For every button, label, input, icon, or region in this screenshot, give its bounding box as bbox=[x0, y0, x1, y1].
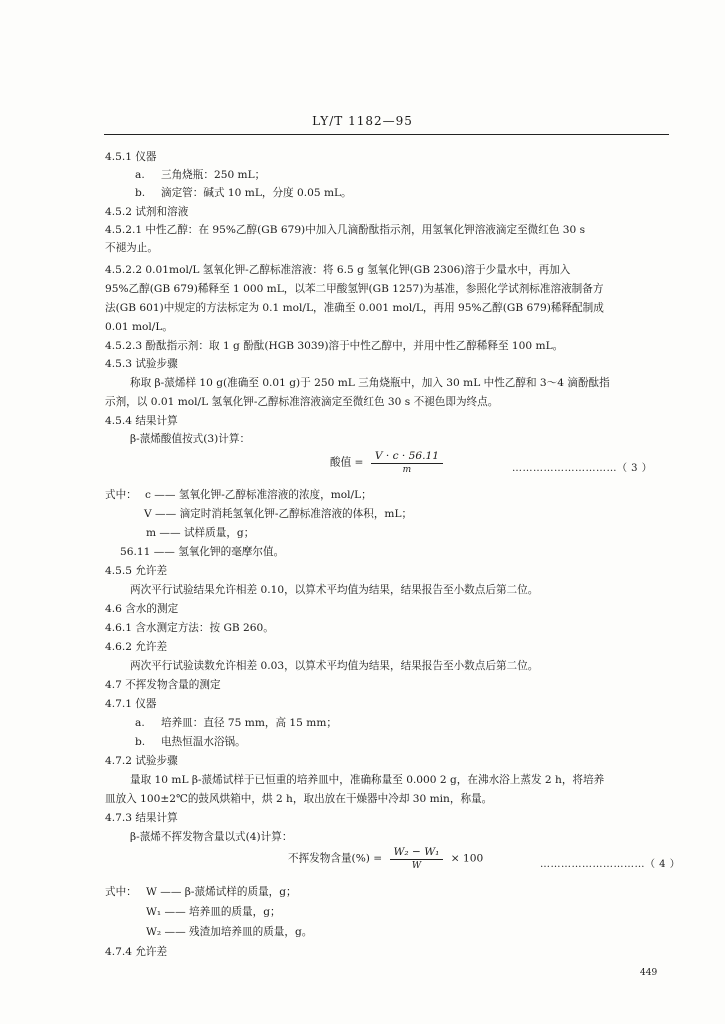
list-marker: a. bbox=[135, 169, 145, 181]
section-4-7-4-heading: 4.7.4 允许差 bbox=[105, 946, 168, 958]
paragraph-line: 4.6.1 含水测定方法：按 GB 260。 bbox=[105, 622, 274, 634]
section-4-5-1-heading: 4.5.1 仪器 bbox=[105, 151, 157, 163]
paragraph-line: β-蒎烯不挥发物含量以式(4)计算： bbox=[130, 831, 293, 843]
paragraph-line: 称取 β-蒎烯样 10 g(准确至 0.01 g)于 250 mL 三角烧瓶中，加入 30 mL 中性乙醇和 3～4 滴酚酞指 bbox=[130, 377, 610, 389]
paragraph-line: 皿放入 100±2℃的鼓风烘箱中，烘 2 h，取出放在干燥器中冷却 30 min，称量。 bbox=[105, 793, 493, 805]
list-marker: b. bbox=[135, 187, 146, 199]
equation-lhs: 不挥发物含量(%) = bbox=[288, 852, 383, 865]
paragraph-line: 0.01 mol/L。 bbox=[105, 321, 173, 333]
variable-definition: c —— 氢氧化钾-乙醇标准溶液的浓度，mol/L； bbox=[145, 489, 372, 501]
list-marker: b. bbox=[135, 736, 146, 748]
paragraph-line: 不褪为止。 bbox=[105, 242, 158, 254]
list-marker: a. bbox=[135, 717, 145, 729]
variable-definition: W —— β-蒎烯试样的质量，g； bbox=[146, 886, 297, 898]
section-4-6-2-heading: 4.6.2 允许差 bbox=[105, 641, 168, 653]
variable-definition: V —— 滴定时消耗氢氧化钾-乙醇标准溶液的体积，mL； bbox=[144, 508, 413, 520]
variable-definition: m —— 试样质量，g； bbox=[146, 527, 255, 539]
list-item-text: 电热恒温水浴锅。 bbox=[161, 736, 246, 748]
equation-4 bbox=[288, 846, 483, 871]
where-prefix: 式中： bbox=[105, 489, 137, 501]
paragraph-line: 两次平行试验读数允许相差 0.03，以算术平均值为结果，结果报告至小数点后第二位。 bbox=[130, 660, 539, 672]
paragraph-line: 4.5.2.2 0.01mol/L 氢氧化钾-乙醇标准溶液：将 6.5 g 氢氧化钾(GB 2306)溶于少量水中，再加入 bbox=[105, 264, 571, 276]
list-item bbox=[135, 186, 352, 200]
equation-number: …………………………（ 4 ） bbox=[540, 859, 681, 870]
section-4-5-5-heading: 4.5.5 允许差 bbox=[105, 565, 168, 577]
list-item bbox=[135, 168, 265, 182]
fraction-denominator: m bbox=[402, 465, 412, 475]
section-4-7-1-heading: 4.7.1 仪器 bbox=[105, 698, 157, 710]
paragraph-line: 4.5.2.3 酚酞指示剂：取 1 g 酚酞(HGB 3039)溶于中性乙醇中，并用中性乙醇稀释至 100 mL。 bbox=[105, 340, 564, 352]
where-prefix: 式中： bbox=[105, 886, 137, 898]
list-item-text: 三角烧瓶：250 mL； bbox=[161, 169, 266, 181]
fraction-numerator: V · c · 56.11 bbox=[371, 450, 443, 464]
fraction-denominator: W bbox=[411, 861, 422, 871]
variable-definition: W₁ —— 培养皿的质量，g； bbox=[146, 906, 281, 918]
section-4-5-3-heading: 4.5.3 试验步骤 bbox=[105, 358, 178, 370]
equation-3 bbox=[330, 450, 447, 475]
variable-definition: W₂ —— 残渣加培养皿的质量，g。 bbox=[146, 926, 313, 938]
list-item bbox=[135, 716, 337, 730]
section-4-5-4-heading: 4.5.4 结果计算 bbox=[105, 415, 178, 427]
equation-multiplier: × 100 bbox=[450, 852, 484, 865]
paragraph-line: 两次平行试验结果允许相差 0.10，以算术平均值为结果，结果报告至小数点后第二位。 bbox=[130, 584, 539, 596]
paragraph-line: 95%乙醇(GB 679)稀释至 1 000 mL，以苯二甲酸氢钾(GB 1257)为基准，参照化学试剂标准溶液制备方 bbox=[105, 283, 604, 295]
page-header-standard-code: LY/T 1182—95 bbox=[312, 114, 413, 128]
list-item-text: 滴定管：碱式 10 mL，分度 0.05 mL。 bbox=[161, 187, 352, 199]
paragraph-line: β-蒎烯酸值按式(3)计算： bbox=[130, 433, 251, 445]
equation-number: …………………………（ 3 ） bbox=[512, 463, 653, 474]
paragraph-line: 4.5.2.1 中性乙醇：在 95%乙醇(GB 679)中加入几滴酚酞指示剂，用氢氧化钾溶液滴定至微红色 30 s bbox=[105, 224, 586, 236]
section-4-6-heading: 4.6 含水的测定 bbox=[105, 603, 179, 615]
variable-definition: 56.11 —— 氢氧化钾的毫摩尔值。 bbox=[120, 546, 285, 558]
paragraph-line: 示剂，以 0.01 mol/L 氢氧化钾-乙醇标准溶液滴定至微红色 30 s 不褪色即为终点。 bbox=[105, 396, 499, 408]
list-item-text: 培养皿：直径 75 mm，高 15 mm； bbox=[161, 717, 337, 729]
equation-fraction bbox=[371, 450, 443, 475]
header-rule bbox=[104, 134, 669, 135]
paragraph-line: 量取 10 mL β-蒎烯试样于已恒重的培养皿中，准确称量至 0.000 2 g，在沸水浴上蒸发 2 h，将培养 bbox=[130, 774, 605, 786]
paragraph-line: 法(GB 601)中规定的方法标定为 0.1 mol/L，准确至 0.001 mol/L，再用 95%乙醇(GB 679)稀释配制成 bbox=[105, 302, 604, 314]
section-4-7-3-heading: 4.7.3 结果计算 bbox=[105, 812, 178, 824]
fraction-numerator: W₂ − W₁ bbox=[390, 846, 444, 860]
equation-fraction bbox=[390, 846, 444, 871]
section-4-7-2-heading: 4.7.2 试验步骤 bbox=[105, 755, 178, 767]
section-4-5-2-heading: 4.5.2 试剂和溶液 bbox=[105, 206, 189, 218]
equation-lhs: 酸值 = bbox=[330, 456, 364, 469]
section-4-7-heading: 4.7 不挥发物含量的测定 bbox=[105, 679, 221, 691]
list-item bbox=[135, 735, 246, 749]
page-number: 449 bbox=[640, 968, 658, 978]
